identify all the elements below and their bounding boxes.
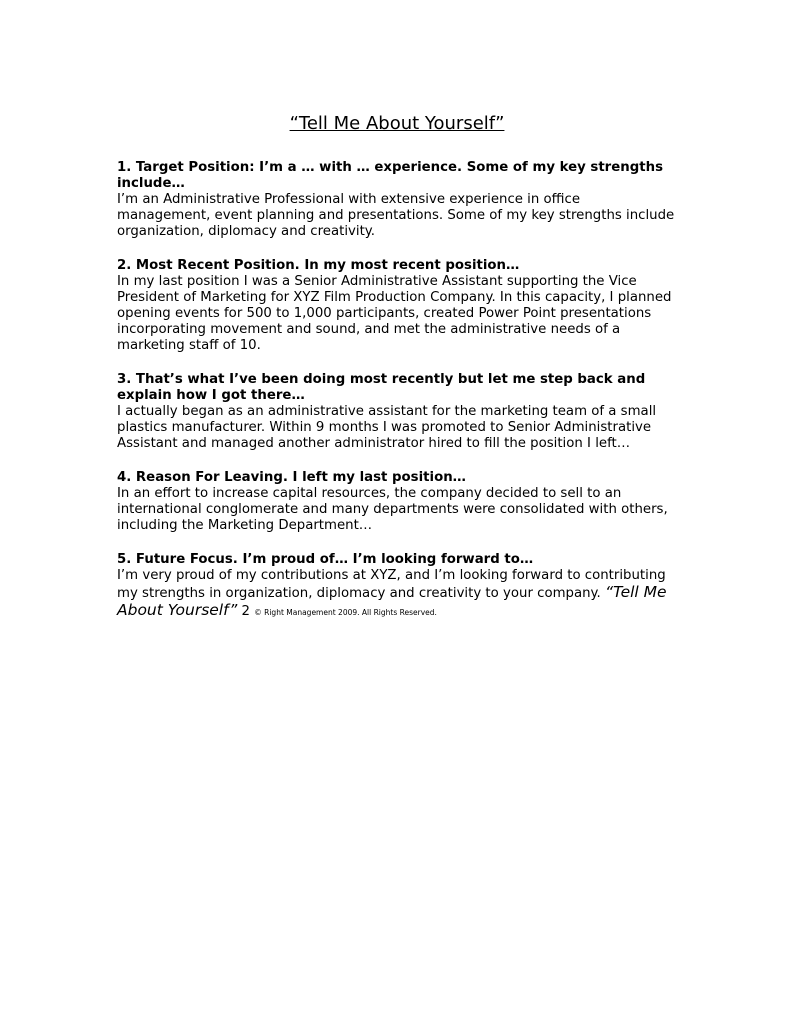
section-body-with-footer [117,568,677,621]
section-heading: 3. That’s what I’ve been doing most recently but let me step back and explain how I got there… [117,372,646,403]
footer-copyright: © Right Management 2009. All Rights Reserved. [254,608,437,617]
section-body: I’m an Administrative Professional with extensive experience in office management, event planning and presentations. Some of my key strengths include organization, diplomacy and creativity. [117,192,675,239]
section-heading: 4. Reason For Leaving. I left my last position… [117,470,466,485]
section-reason-for-leaving [117,470,677,534]
section-heading: 2. Most Recent Position. In my most recent position… [117,258,520,273]
section-target-position [117,160,677,240]
section-background [117,372,677,452]
section-body: In an effort to increase capital resources, the company decided to sell to an international conglomerate and many departments were consolidated with others, including the Marketing Department… [117,486,668,533]
section-heading: 5. Future Focus. I’m proud of… I’m looking forward to… [117,552,534,567]
document-title: “Tell Me About Yourself” [289,113,505,134]
section-body-text: I’m very proud of my contributions at XYZ, and I’m looking forward to contributing my strengths in organization, diplomacy and creativity to your company. [117,568,666,601]
section-future-focus [117,552,677,621]
footer-running-title: “Tell Me About Yourself” [117,583,667,619]
section-body: I actually began as an administrative assistant for the marketing team of a small plastics manufacturer. Within 9 months I was promoted to Senior Administrative Assistant and managed another administrator hired to fill the position I left… [117,404,657,451]
document-page [117,110,677,639]
footer-page-number: 2 [237,604,255,619]
section-heading: 1. Target Position: I’m a … with … experience. Some of my key strengths include… [117,160,663,191]
section-body: In my last position I was a Senior Administrative Assistant supporting the Vice President of Marketing for XYZ Film Production Company. In this capacity, I planned opening events for 500 to 1,000 participants, created Power Point presentations incorporating movement and sound, and met the administrative needs of a marketing staff of 10. [117,274,672,353]
section-most-recent-position [117,258,677,354]
